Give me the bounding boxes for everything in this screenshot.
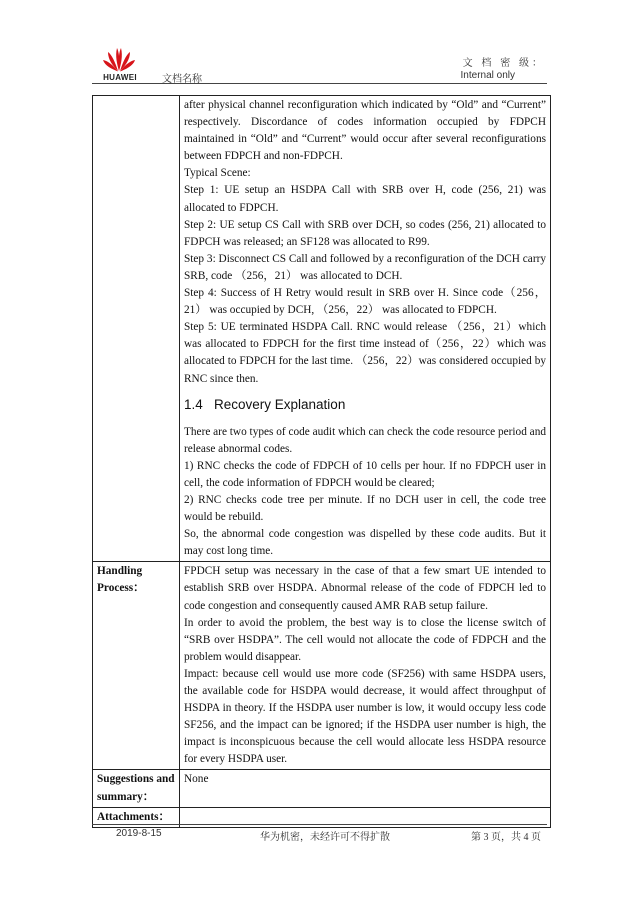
section-heading <box>184 396 546 414</box>
text-paragraph: There are two types of code audit which can check the code resource period and release abnormal codes. <box>184 425 546 455</box>
suggestions-value: None <box>180 770 551 807</box>
logo-wordmark: HUAWEI <box>103 73 137 82</box>
handling-process-cell <box>180 562 551 770</box>
table-row <box>93 770 551 807</box>
section-number: 1.4 <box>184 396 203 412</box>
text-paragraph: after physical channel reconfiguration which indicated by “Old” and “Current” respectively. Discordance of codes information occupied by FDPCH maintained in “Old” and “Current” would occur after several reconfigurations between FDPCH and non-FDPCH. <box>184 99 546 163</box>
text-paragraph: In order to avoid the problem, the best way is to close the license switch of “SRB over HSDPA”. The cell would not allocate the code of FDPCH and the problem would disappear. <box>184 616 546 663</box>
issue-table <box>92 95 551 828</box>
section-title: Recovery Explanation <box>214 396 346 412</box>
text-paragraph: 1) RNC checks the code of FDPCH of 10 cells per hour. If no FDPCH user in cell, the code information of FDPCH would be cleared; <box>184 459 546 489</box>
text-paragraph: Impact: because cell would use more code (SF256) with same HSDPA users, the available code for HSDPA would decrease, it would affect throughput of HSDPA in theory. If the HSDPA user number is low, it would occupy less code SF256, and the impact can be ignored; if the HSDPA user number is high, the impact is inconspicuous because the cell would allocate less HSDPA resource for every HSDPA user. <box>184 667 546 766</box>
suggestions-label: Suggestions and summary： <box>93 770 180 807</box>
table-row <box>93 562 551 770</box>
text-paragraph: 2) RNC checks code tree per minute. If no DCH user in cell, the code tree would be rebuild. <box>184 493 546 524</box>
footer-page-number: 第 3 页，共 4 页 <box>471 832 541 843</box>
text-paragraph: Step 2: UE setup CS Call with SRB over DCH, so codes (256, 21) allocated to FDPCH was released; an SF128 was allocated to R99. <box>184 218 546 248</box>
huawei-logo <box>96 46 142 82</box>
attachments-label: Attachments： <box>93 807 180 827</box>
page-footer <box>92 824 547 844</box>
footer-date: 2019-8-15 <box>116 828 162 839</box>
handling-process-label: Handling Process： <box>93 562 180 770</box>
text-paragraph: Step 1: UE setup an HSDPA Call with SRB over H, code (256, 21) was allocated to FDPCH. <box>184 184 546 214</box>
text-paragraph: So, the abnormal code congestion was dispelled by these code audits. But it may cost long time. <box>184 528 546 558</box>
table-row <box>93 96 551 562</box>
security-level-label: 文 档 密 级： <box>462 58 545 69</box>
footer-confidential-notice: 华为机密，未经许可不得扩散 <box>260 832 390 843</box>
empty-label-cell <box>93 96 180 562</box>
text-paragraph: Step 3: Disconnect CS Call and followed by a reconfiguration of the DCH carry SRB, code （256，21） was allocated to DCH. <box>184 252 546 282</box>
content-cell <box>180 96 551 562</box>
document-name: 文档名称 <box>162 74 202 85</box>
text-paragraph: FPDCH setup was necessary in the case of that a few smart UE intended to establish SRB over HSDPA. Abnormal release of the code of FDPCH led to code congestion and consequently caused AMR RAB setup failure. <box>184 565 546 612</box>
text-paragraph: Typical Scene: <box>184 167 251 180</box>
huawei-petals-icon <box>102 46 136 72</box>
text-paragraph: Step 5: UE terminated HSDPA Call. RNC would release （256，21）which was allocated to FDPCH for the first time instead of（256，22）which was allocated to FDPCH for the last time. （256，22）was considered occupied by RNC since then. <box>184 321 546 385</box>
security-level-value: Internal only <box>460 70 515 81</box>
page-header <box>92 40 547 84</box>
text-paragraph: Step 4: Success of H Retry would result in SRB over H. Since code（256，21） was occupied by DCH, （256，22） was allocated to FDPCH. <box>184 287 546 317</box>
